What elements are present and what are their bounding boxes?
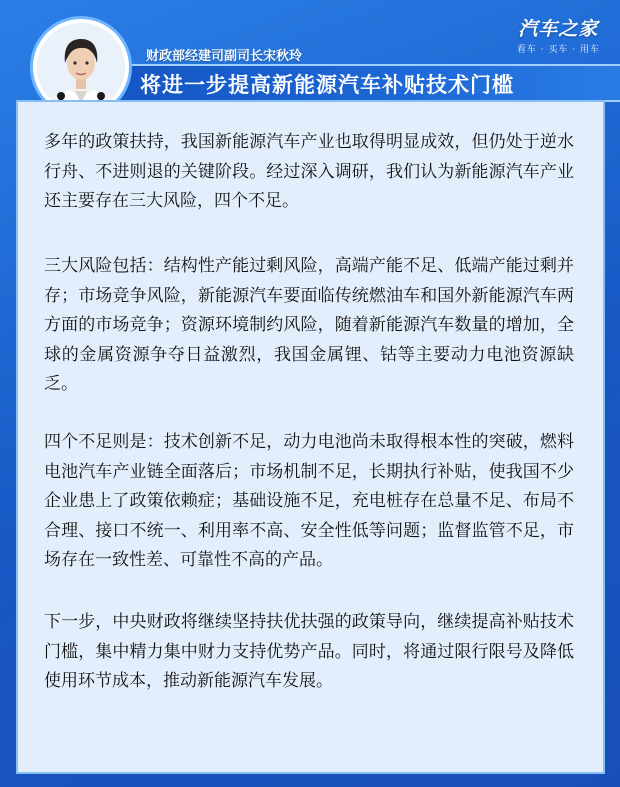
paragraph-4: 下一步，中央财政将继续坚持扶优扶强的政策导向，继续提高补贴技术门槛，集中精力集中财力支持优势产品。同时，将通过限行限号及降低使用环节成本，推动新能源汽车发展。 xyxy=(44,612,574,691)
headline: 将进一步提高新能源汽车补贴技术门槛 xyxy=(140,73,514,97)
watermark-logo: 汽车之家 xyxy=(518,18,599,40)
paragraph-3: 四个不足则是：技术创新不足，动力电池尚未取得根本性的突破，燃料电池汽车产业链全面落后；市场机制不足，长期执行补贴，使我国不少企业患上了政策依赖症；基础设施不足，充电桩存在总量不足、布局不合理、接口不统一、利用率不高、安全性低等问题；监督监管不足，市场存在一致性差、可靠性不高的产品。 xyxy=(44,432,574,570)
paragraph-2: 三大风险包括：结构性产能过剩风险，高端产能不足、低端产能过剩并存；市场竞争风险，新能源汽车要面临传统燃油车和国外新能源汽车两方面的市场竞争；资源环境制约风险，随着新能源汽车数量的增加，全球的金属资源争夺日益激烈，我国金属锂、钴等主要动力电池资源缺乏。 xyxy=(44,256,574,394)
speaker-portrait xyxy=(37,23,125,111)
title-banner xyxy=(88,64,620,102)
paragraph-1: 多年的政策扶持，我国新能源汽车产业也取得明显成效，但仍处于逆水行舟、不进则退的关键阶段。经过深入调研，我们认为新能源汽车产业还主要存在三大风险，四个不足。 xyxy=(44,132,574,211)
watermark-tagline: 看车 · 买车 · 用车 xyxy=(516,45,600,55)
autohome-watermark xyxy=(517,14,600,55)
speaker-caption: 财政部经建司副司长宋秋玲 xyxy=(146,49,303,64)
